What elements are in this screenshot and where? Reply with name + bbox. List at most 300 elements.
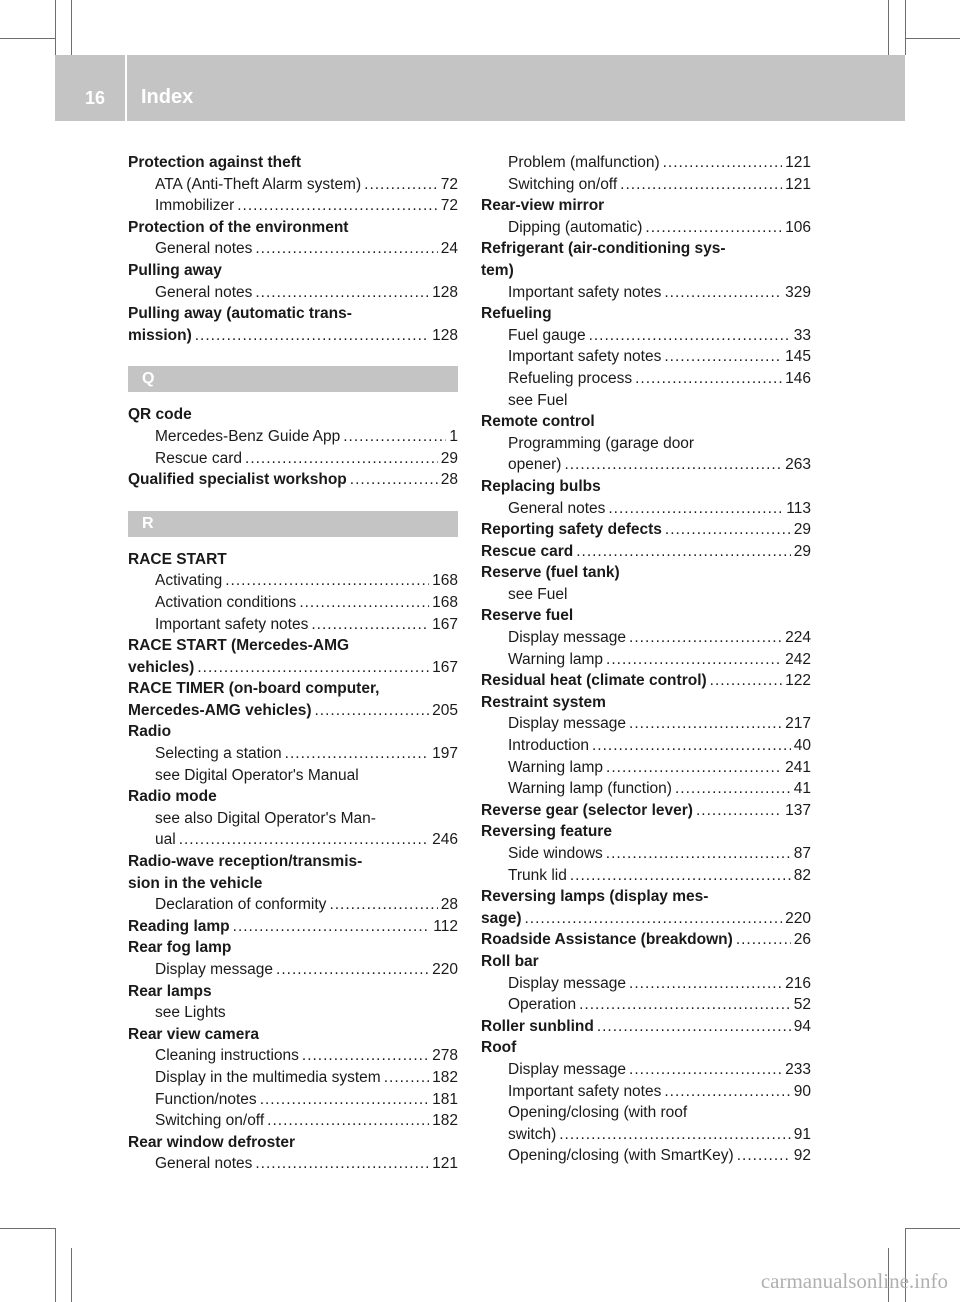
page-reference[interactable]: 167 bbox=[432, 658, 458, 676]
page-reference[interactable]: 72 bbox=[440, 175, 458, 193]
index-entry bbox=[128, 217, 458, 239]
entry-text: Display message bbox=[508, 715, 627, 733]
page-reference[interactable]: 137 bbox=[785, 801, 811, 819]
index-subentry bbox=[481, 390, 811, 412]
page-reference[interactable]: 94 bbox=[793, 1017, 811, 1035]
index-entry bbox=[481, 692, 811, 714]
dot-leader bbox=[570, 865, 791, 887]
page-reference[interactable]: 29 bbox=[440, 449, 458, 467]
entry-text: Rear view camera bbox=[128, 1025, 259, 1043]
page-reference[interactable]: 112 bbox=[433, 917, 458, 935]
page-number: 16 bbox=[85, 88, 106, 108]
entry-text: Opening/closing (with SmartKey) bbox=[508, 1147, 734, 1165]
entry-text: opener) bbox=[508, 456, 562, 474]
dot-leader bbox=[260, 1089, 429, 1111]
entry-text: Refueling bbox=[481, 305, 552, 323]
dot-leader bbox=[233, 916, 431, 938]
entry-text: Rear-view mirror bbox=[481, 197, 605, 215]
entry-text: Display message bbox=[508, 629, 627, 647]
index-subentry[interactable] bbox=[481, 757, 811, 779]
entry-text: Roof bbox=[481, 1039, 517, 1057]
dot-leader bbox=[606, 843, 791, 865]
dot-leader bbox=[179, 829, 429, 851]
index-subentry bbox=[481, 433, 811, 455]
index-entry[interactable] bbox=[128, 916, 458, 938]
dot-leader bbox=[364, 174, 438, 196]
dot-leader bbox=[696, 800, 782, 822]
watermark: carmanualsonline.info bbox=[760, 1269, 948, 1293]
dot-leader bbox=[302, 1045, 429, 1067]
entry-text: Operation bbox=[508, 996, 577, 1014]
entry-text: Reporting safety defects bbox=[481, 521, 662, 539]
entry-text: Important safety notes bbox=[508, 1082, 662, 1100]
index-subentry[interactable] bbox=[481, 778, 811, 800]
page-reference[interactable]: 145 bbox=[785, 348, 811, 366]
entry-text: Roll bar bbox=[481, 952, 539, 970]
entry-text: Important safety notes bbox=[508, 283, 662, 301]
dot-leader bbox=[525, 908, 783, 930]
index-entry bbox=[481, 303, 811, 325]
entry-text: Programming (garage door bbox=[508, 434, 695, 452]
entry-text: Activation conditions bbox=[155, 593, 297, 611]
page-reference[interactable]: 106 bbox=[785, 218, 811, 236]
entry-text: Side windows bbox=[508, 845, 603, 862]
dot-leader bbox=[225, 570, 429, 592]
entry-text: Switching on/off bbox=[155, 1112, 265, 1130]
entry-text: Immobilizer bbox=[155, 197, 235, 215]
index-entry bbox=[481, 195, 811, 217]
page-reference[interactable]: 220 bbox=[785, 909, 811, 927]
index-entry bbox=[128, 303, 458, 325]
index-subentry[interactable] bbox=[481, 973, 811, 995]
entry-text: Qualified specialist workshop bbox=[128, 471, 347, 489]
dot-leader bbox=[245, 448, 438, 470]
entry-text: ATA (Anti-Theft Alarm system) bbox=[155, 175, 362, 193]
index-subentry[interactable] bbox=[128, 426, 458, 448]
dot-leader bbox=[329, 894, 437, 916]
index-entry[interactable] bbox=[128, 657, 458, 679]
page-reference[interactable]: 128 bbox=[432, 326, 458, 344]
index-subentry[interactable] bbox=[128, 829, 458, 851]
entry-text: Fuel gauge bbox=[508, 326, 586, 344]
dot-leader bbox=[564, 454, 782, 476]
index-subentry[interactable] bbox=[481, 865, 811, 887]
page-reference[interactable]: 122 bbox=[785, 672, 811, 690]
index-entry bbox=[128, 1024, 458, 1046]
page-reference[interactable]: 87 bbox=[793, 845, 811, 862]
dot-leader bbox=[276, 959, 429, 981]
entry-text: Warning lamp (function) bbox=[508, 780, 672, 798]
page-reference[interactable]: 217 bbox=[785, 715, 811, 733]
entry-text: Display message bbox=[508, 974, 627, 992]
index-subentry[interactable] bbox=[481, 735, 811, 757]
index-entry bbox=[481, 411, 811, 433]
entry-text: General notes bbox=[508, 499, 606, 517]
dot-leader bbox=[736, 929, 791, 951]
entry-text: see Digital Operator's Manual bbox=[155, 766, 359, 784]
dot-leader bbox=[635, 368, 782, 390]
entry-text: Important safety notes bbox=[508, 348, 662, 366]
entry-text: RACE START (Mercedes-AMG bbox=[128, 637, 350, 655]
index-entry[interactable] bbox=[481, 541, 811, 563]
dot-leader bbox=[664, 1081, 790, 1103]
entry-text: Activating bbox=[155, 572, 223, 590]
index-entry bbox=[128, 851, 458, 873]
index-entry bbox=[128, 873, 458, 895]
page-reference[interactable]: 216 bbox=[785, 974, 811, 992]
index-subentry[interactable] bbox=[128, 959, 458, 981]
page-reference[interactable]: 1 bbox=[449, 427, 458, 445]
index-entry bbox=[481, 886, 811, 908]
index-subentry[interactable] bbox=[481, 217, 811, 239]
dot-leader bbox=[267, 1110, 429, 1132]
page-reference[interactable]: 146 bbox=[785, 369, 811, 387]
entry-text: Important safety notes bbox=[155, 615, 309, 633]
dot-leader bbox=[664, 346, 782, 368]
entry-text: Refrigerant (air-conditioning sys- bbox=[481, 240, 726, 258]
entry-text: Opening/closing (with roof bbox=[508, 1104, 688, 1122]
index-subentry bbox=[481, 584, 811, 606]
dot-leader bbox=[663, 152, 783, 174]
dot-leader bbox=[285, 743, 429, 765]
entry-text: see Lights bbox=[155, 1004, 226, 1022]
dot-leader bbox=[645, 217, 782, 239]
page-reference[interactable]: 242 bbox=[785, 650, 811, 668]
entry-text: Trunk lid bbox=[508, 866, 567, 884]
dot-leader bbox=[576, 541, 791, 563]
dot-leader bbox=[629, 713, 782, 735]
dot-leader bbox=[315, 700, 430, 722]
entry-text: QR code bbox=[128, 406, 192, 424]
page-reference[interactable]: 181 bbox=[432, 1090, 458, 1108]
entry-text: sage) bbox=[481, 909, 522, 927]
page-title: Index bbox=[141, 86, 194, 108]
index-subentry[interactable] bbox=[128, 743, 458, 765]
dot-leader bbox=[579, 994, 791, 1016]
index-entry bbox=[128, 404, 458, 426]
page-reference[interactable]: 205 bbox=[432, 701, 458, 719]
page-reference[interactable]: 92 bbox=[793, 1147, 811, 1165]
page-reference[interactable]: 233 bbox=[785, 1060, 811, 1078]
index-subentry[interactable] bbox=[481, 282, 811, 304]
index-entry bbox=[128, 152, 458, 174]
index-subentry[interactable] bbox=[128, 174, 458, 196]
index-entry bbox=[481, 238, 811, 260]
crop-mark bbox=[888, 0, 889, 55]
entry-text: Selecting a station bbox=[155, 745, 282, 763]
index-entry bbox=[481, 562, 811, 584]
index-subentry[interactable] bbox=[128, 570, 458, 592]
index-subentry[interactable] bbox=[481, 174, 811, 196]
entry-text: Introduction bbox=[508, 737, 589, 755]
page-reference[interactable]: 28 bbox=[440, 896, 458, 914]
index-entry bbox=[481, 1037, 811, 1059]
index-entry[interactable] bbox=[128, 325, 458, 347]
page-reference[interactable]: 167 bbox=[432, 615, 458, 633]
entry-text: sion in the vehicle bbox=[128, 874, 263, 892]
dot-leader bbox=[255, 238, 437, 260]
crop-mark bbox=[905, 38, 960, 39]
index-entry bbox=[481, 605, 811, 627]
dot-leader bbox=[311, 614, 429, 636]
page-reference[interactable]: 329 bbox=[785, 283, 811, 301]
dot-leader bbox=[350, 469, 438, 491]
entry-text: tem) bbox=[481, 261, 514, 279]
entry-text: Replacing bulbs bbox=[481, 477, 601, 495]
entry-text: see Fuel bbox=[508, 391, 568, 409]
dot-leader bbox=[559, 1124, 791, 1146]
index-subentry[interactable] bbox=[481, 713, 811, 735]
index-subentry bbox=[481, 1102, 811, 1124]
index-entry[interactable] bbox=[481, 1016, 811, 1038]
dot-leader bbox=[675, 778, 791, 800]
crop-mark bbox=[55, 1228, 56, 1302]
index-entry[interactable] bbox=[481, 800, 811, 822]
entry-text: Dipping (automatic) bbox=[508, 218, 643, 236]
entry-text: Roller sunblind bbox=[481, 1017, 594, 1035]
dot-leader bbox=[606, 757, 782, 779]
page-reference[interactable]: 26 bbox=[793, 931, 811, 949]
entry-text: Reserve (fuel tank) bbox=[481, 564, 620, 582]
page-reference[interactable]: 128 bbox=[432, 283, 458, 301]
index-entry bbox=[128, 1132, 458, 1154]
entry-text: Refueling process bbox=[508, 369, 633, 387]
header-divider bbox=[125, 55, 127, 121]
page-reference[interactable]: 90 bbox=[793, 1082, 811, 1100]
page-reference[interactable]: 28 bbox=[440, 471, 458, 489]
entry-text: Switching on/off bbox=[508, 175, 618, 193]
dot-leader bbox=[737, 1145, 791, 1167]
entry-text: Display in the multimedia system bbox=[155, 1068, 381, 1086]
entry-text: mission) bbox=[128, 326, 192, 344]
entry-text: Roadside Assistance (breakdown) bbox=[481, 931, 733, 949]
page-reference[interactable]: 41 bbox=[793, 780, 811, 798]
entry-text: Warning lamp bbox=[508, 650, 604, 668]
dot-leader bbox=[606, 649, 782, 671]
index-entry[interactable] bbox=[128, 700, 458, 722]
entry-text: General notes bbox=[155, 240, 253, 258]
index-subentry bbox=[128, 808, 458, 830]
index-subentry[interactable] bbox=[481, 1124, 811, 1146]
index-subentry[interactable] bbox=[481, 994, 811, 1016]
entry-text: General notes bbox=[155, 283, 253, 301]
index-entry bbox=[128, 260, 458, 282]
index-subentry[interactable] bbox=[481, 368, 811, 390]
crop-mark bbox=[55, 0, 56, 55]
page-reference[interactable]: 224 bbox=[785, 629, 811, 647]
entry-text: Reversing feature bbox=[481, 823, 612, 841]
index-subentry[interactable] bbox=[481, 346, 811, 368]
entry-text: Rescue card bbox=[155, 449, 243, 467]
dot-leader bbox=[597, 1016, 791, 1038]
entry-text: Mercedes-AMG vehicles) bbox=[128, 701, 312, 719]
dot-leader bbox=[197, 657, 429, 679]
index-subentry[interactable] bbox=[128, 1089, 458, 1111]
crop-mark bbox=[0, 1228, 55, 1229]
index-subentry[interactable] bbox=[128, 238, 458, 260]
index-subentry[interactable] bbox=[481, 454, 811, 476]
entry-text: see also Digital Operator's Man- bbox=[155, 809, 376, 827]
entry-text: Reading lamp bbox=[128, 917, 230, 935]
crop-mark bbox=[905, 1228, 960, 1229]
index-subentry[interactable] bbox=[481, 627, 811, 649]
entry-text: Reversing lamps (display mes- bbox=[481, 888, 709, 906]
entry-text: Remote control bbox=[481, 413, 595, 431]
page-reference[interactable]: 241 bbox=[785, 758, 811, 776]
page-reference[interactable]: 113 bbox=[786, 499, 811, 517]
entry-text: Function/notes bbox=[155, 1090, 257, 1108]
page-reference[interactable]: 220 bbox=[432, 961, 458, 978]
index-entry bbox=[128, 981, 458, 1003]
page-reference[interactable]: 182 bbox=[432, 1112, 458, 1130]
entry-text: Radio bbox=[128, 723, 172, 741]
index-subentry[interactable] bbox=[481, 1145, 811, 1167]
page-reference[interactable]: 168 bbox=[432, 572, 458, 590]
index-column-right bbox=[481, 152, 811, 1167]
index-subentry[interactable] bbox=[481, 649, 811, 671]
dot-leader bbox=[255, 282, 429, 304]
entry-text: ual bbox=[155, 831, 176, 849]
entry-text: Cleaning instructions bbox=[155, 1047, 299, 1065]
entry-text: Radio mode bbox=[128, 788, 217, 806]
index-entry bbox=[128, 549, 458, 571]
dot-leader bbox=[710, 670, 782, 692]
section-letter-header: R bbox=[128, 511, 458, 537]
page-reference[interactable]: 182 bbox=[432, 1068, 458, 1086]
index-entry[interactable] bbox=[128, 469, 458, 491]
crop-mark bbox=[0, 38, 55, 39]
index-entry[interactable] bbox=[481, 519, 811, 541]
index-entry[interactable] bbox=[481, 929, 811, 951]
page-reference[interactable]: 278 bbox=[432, 1047, 458, 1065]
page-reference[interactable]: 52 bbox=[793, 996, 811, 1014]
index-subentry[interactable] bbox=[128, 614, 458, 636]
page-reference[interactable]: 40 bbox=[793, 737, 811, 755]
entry-text: Pulling away bbox=[128, 261, 222, 279]
entry-text: Display message bbox=[508, 1060, 627, 1078]
page-reference[interactable]: 168 bbox=[432, 593, 458, 611]
page-reference[interactable]: 121 bbox=[432, 1155, 458, 1173]
index-subentry[interactable] bbox=[128, 1067, 458, 1089]
entry-text: vehicles) bbox=[128, 658, 195, 676]
dot-leader bbox=[629, 973, 782, 995]
entry-text: Radio-wave reception/transmis- bbox=[128, 853, 363, 871]
index-entry bbox=[481, 476, 811, 498]
dot-leader bbox=[255, 1153, 429, 1175]
crop-mark bbox=[71, 0, 72, 55]
dot-leader bbox=[665, 519, 791, 541]
dot-leader bbox=[608, 498, 783, 520]
page-reference[interactable]: 72 bbox=[440, 197, 458, 215]
index-entry bbox=[128, 786, 458, 808]
dot-leader bbox=[299, 592, 429, 614]
page-reference[interactable]: 121 bbox=[785, 154, 811, 171]
index-entry bbox=[481, 951, 811, 973]
dot-leader bbox=[589, 325, 791, 347]
dot-leader bbox=[629, 627, 782, 649]
entry-text: RACE TIMER (on-board computer, bbox=[128, 680, 380, 698]
dot-leader bbox=[629, 1059, 782, 1081]
index-subentry bbox=[128, 765, 458, 787]
page-reference[interactable]: 29 bbox=[793, 542, 811, 560]
index-entry bbox=[128, 678, 458, 700]
entry-text: see Fuel bbox=[508, 585, 568, 603]
index-subentry[interactable] bbox=[128, 282, 458, 304]
index-entry bbox=[128, 635, 458, 657]
entry-text: switch) bbox=[508, 1125, 557, 1143]
crop-mark bbox=[905, 0, 906, 55]
entry-text: Rescue card bbox=[481, 542, 574, 560]
dot-leader bbox=[620, 174, 782, 196]
page-reference[interactable]: 29 bbox=[793, 521, 811, 539]
entry-text: Protection of the environment bbox=[128, 218, 349, 236]
index-subentry[interactable] bbox=[481, 152, 811, 174]
page-reference[interactable]: 121 bbox=[785, 175, 811, 193]
entry-text: RACE START bbox=[128, 550, 227, 568]
entry-text: General notes bbox=[155, 1155, 253, 1173]
index-subentry[interactable] bbox=[481, 1081, 811, 1103]
entry-text: Residual heat (climate control) bbox=[481, 672, 707, 690]
index-subentry bbox=[128, 1002, 458, 1024]
dot-leader bbox=[237, 195, 438, 217]
index-column-left bbox=[128, 152, 458, 1175]
entry-text: Restraint system bbox=[481, 693, 606, 711]
dot-leader bbox=[664, 282, 782, 304]
index-entry bbox=[481, 821, 811, 843]
index-subentry[interactable] bbox=[481, 1059, 811, 1081]
index-subentry[interactable] bbox=[481, 325, 811, 347]
index-subentry[interactable] bbox=[128, 894, 458, 916]
page-reference[interactable]: 82 bbox=[793, 866, 811, 884]
index-entry[interactable] bbox=[481, 670, 811, 692]
entry-text: Rear fog lamp bbox=[128, 939, 232, 957]
page-reference[interactable]: 197 bbox=[432, 745, 458, 763]
entry-text: Mercedes-Benz Guide App bbox=[155, 427, 341, 445]
page-reference[interactable]: 91 bbox=[793, 1125, 811, 1143]
entry-text: Protection against theft bbox=[128, 154, 302, 171]
entry-text: Pulling away (automatic trans- bbox=[128, 305, 352, 323]
entry-text: Rear lamps bbox=[128, 982, 212, 1000]
index-entry[interactable] bbox=[481, 908, 811, 930]
page-reference[interactable]: 33 bbox=[793, 326, 811, 344]
dot-leader bbox=[343, 426, 446, 448]
entry-text: Display message bbox=[155, 961, 274, 978]
page-reference[interactable]: 246 bbox=[432, 831, 458, 849]
dot-leader bbox=[384, 1067, 429, 1089]
entry-text: Warning lamp bbox=[508, 758, 604, 776]
crop-mark bbox=[71, 1248, 72, 1302]
index-entry bbox=[481, 260, 811, 282]
section-letter-header: Q bbox=[128, 366, 458, 392]
index-entry bbox=[128, 721, 458, 743]
entry-text: Reverse gear (selector lever) bbox=[481, 801, 693, 819]
dot-leader bbox=[592, 735, 791, 757]
page-reference[interactable]: 263 bbox=[785, 456, 811, 474]
index-subentry[interactable] bbox=[128, 592, 458, 614]
index-subentry[interactable] bbox=[128, 448, 458, 470]
index-entry bbox=[128, 937, 458, 959]
entry-text: Declaration of conformity bbox=[155, 896, 327, 914]
index-subentry[interactable] bbox=[128, 1153, 458, 1175]
index-subentry[interactable] bbox=[128, 195, 458, 217]
page-reference[interactable]: 24 bbox=[440, 240, 458, 258]
index-subentry[interactable] bbox=[481, 498, 811, 520]
index-subentry[interactable] bbox=[128, 1045, 458, 1067]
index-subentry[interactable] bbox=[481, 843, 811, 865]
index-subentry[interactable] bbox=[128, 1110, 458, 1132]
entry-text: Problem (malfunction) bbox=[508, 154, 660, 171]
entry-text: Reserve fuel bbox=[481, 607, 574, 625]
